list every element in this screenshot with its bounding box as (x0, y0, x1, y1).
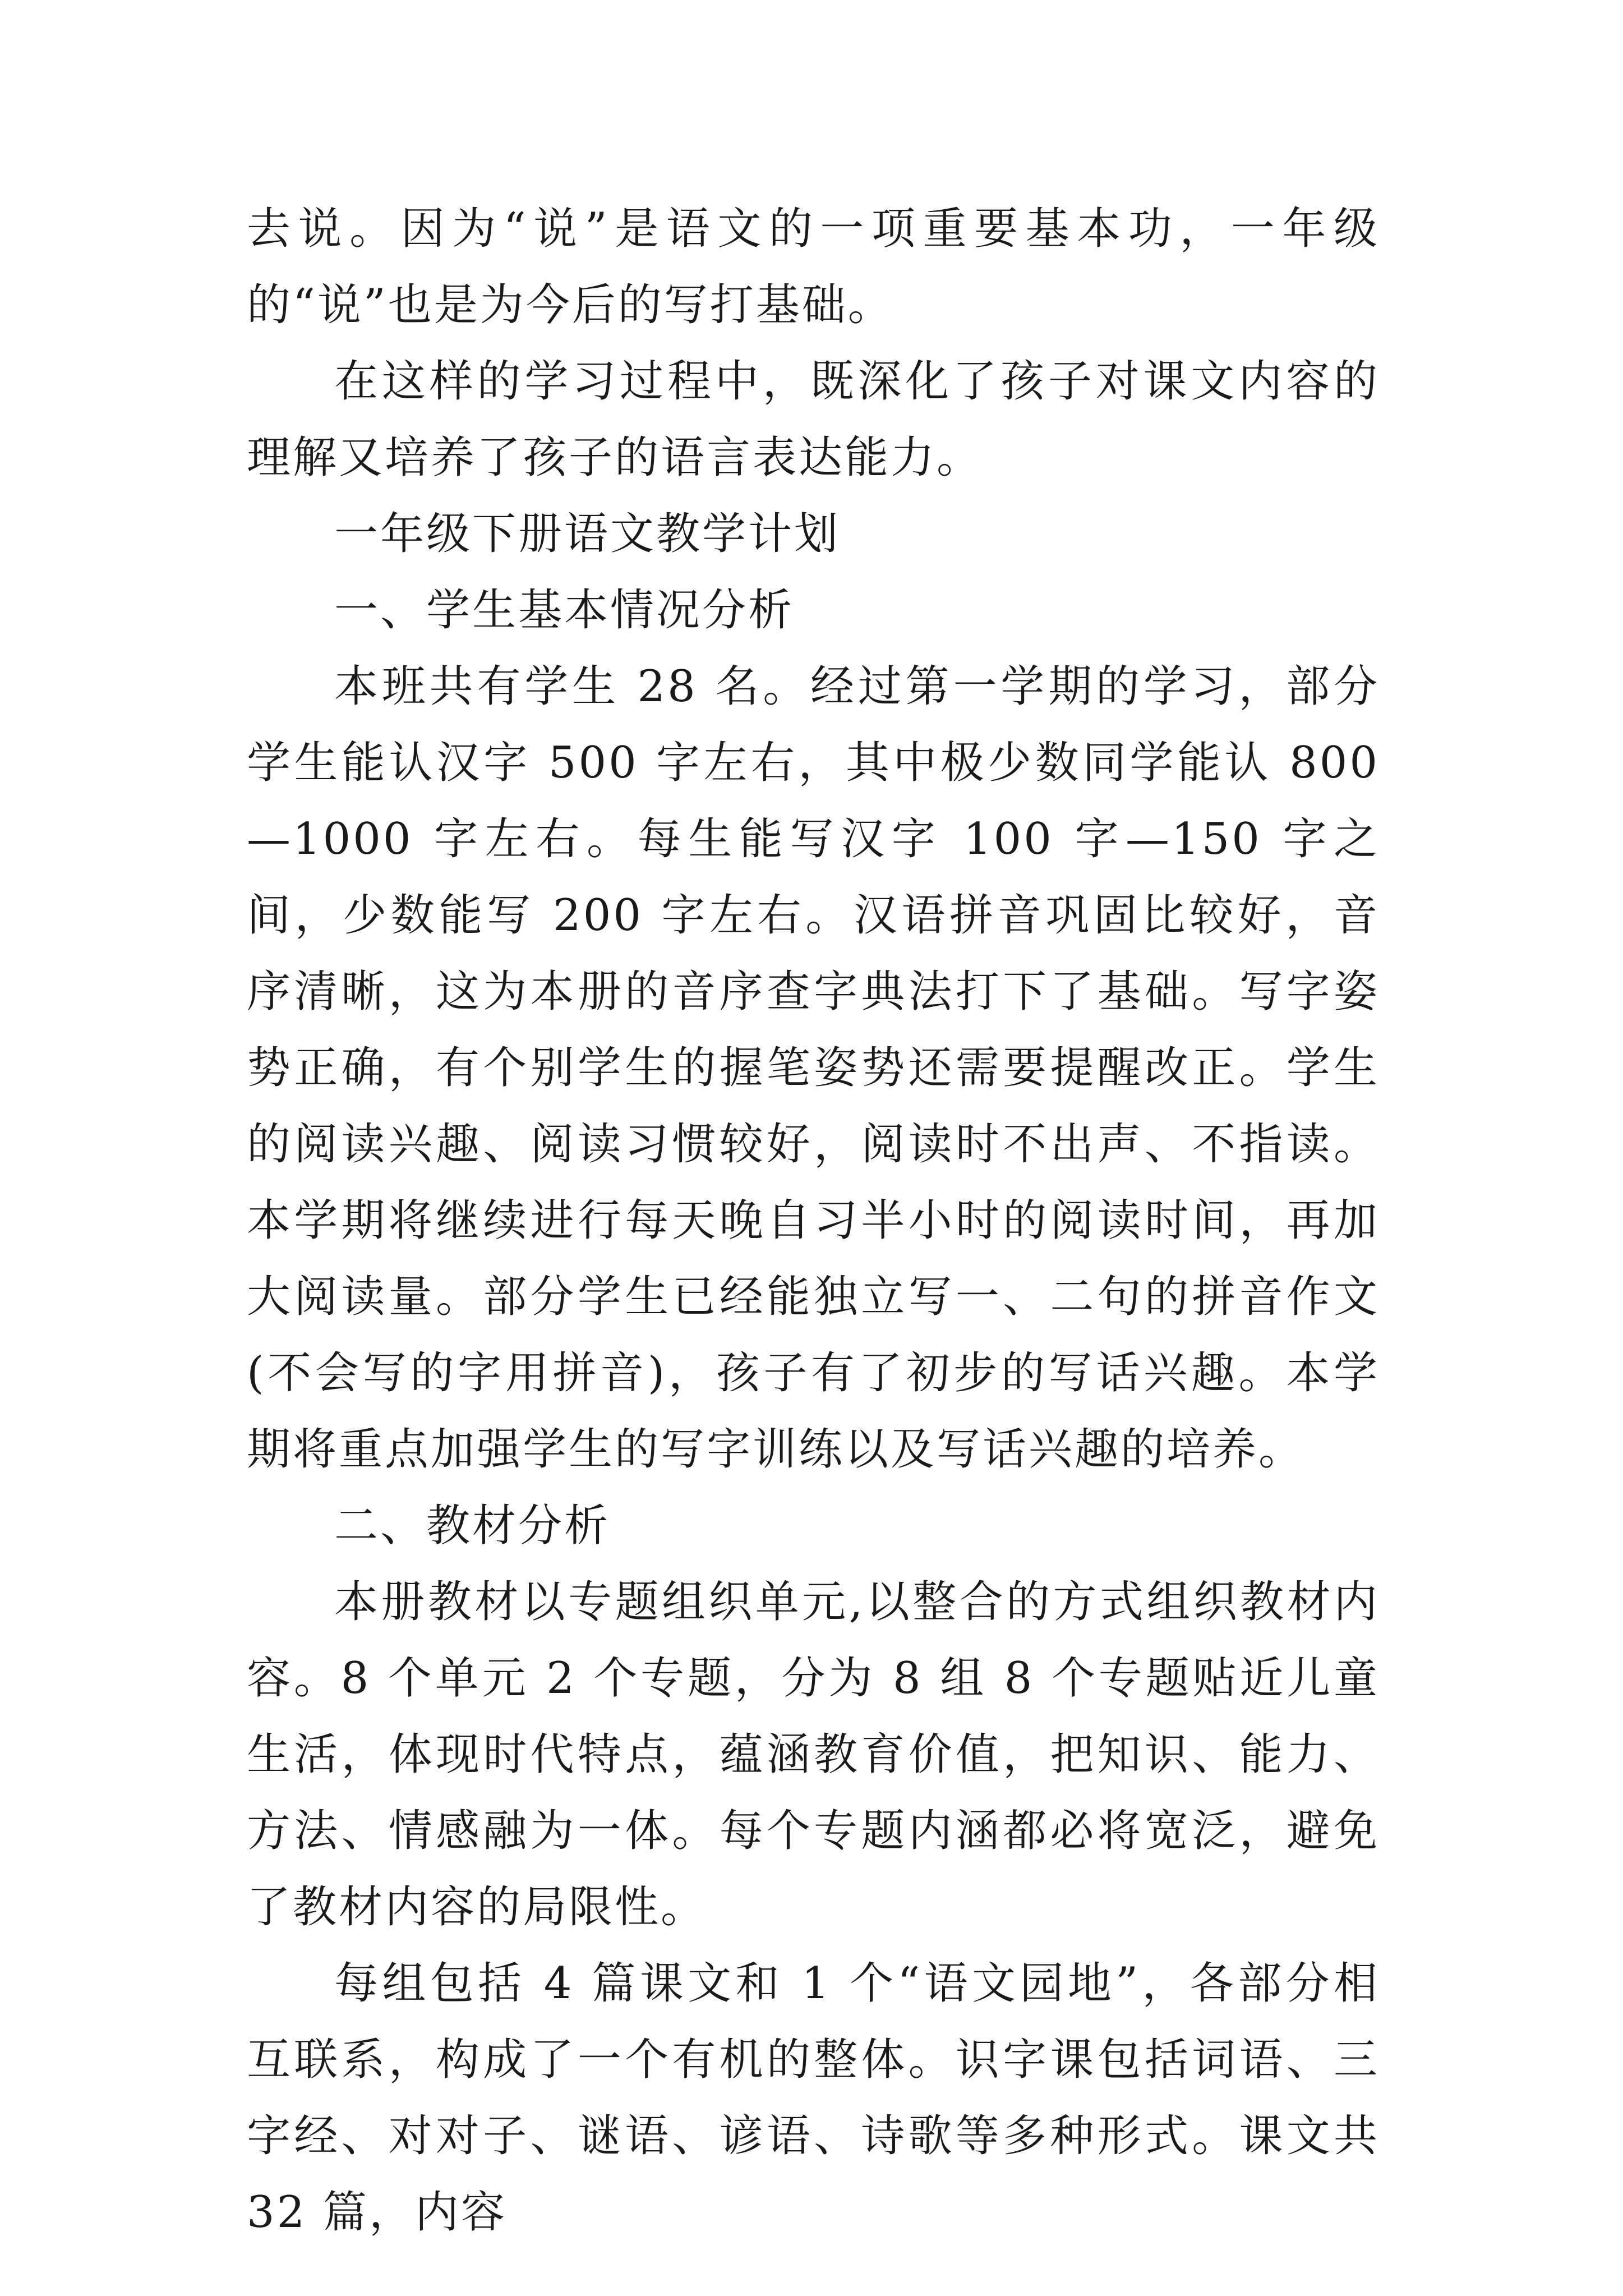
body-text (247, 191, 1380, 2251)
plan-title: 一年级下册语文教学计划 (334, 509, 841, 559)
paragraph-textbook-structure: 本册教材以专题组织单元,以整合的方式组织教材内容。8 个单元 2 个专题，分为 8 组 8 个专题贴近儿童生活，体现时代特点，蕴涵教育价值，把知识、能力、方法、情感融为一体。每个专题内涵都必将宽泛，避免了教材内容的局限性。 (247, 1577, 1380, 1932)
paragraph-student-analysis: 本班共有学生 28 名。经过第一学期的学习，部分学生能认汉字 500 字左右，其中极少数同学能认 800—1000 字左右。每生能写汉字 100 字—150 字之间，少数能写 200 字左右。汉语拼音巩固比较好，音序清晰，这为本册的音序查字典法打下了基础。写字姿势正确，有个别学生的握笔姿势还需要提醒改正。学生的阅读兴趣、阅读习惯较好，阅读时不出声、不指读。本学期将继续进行每天晚自习半小时的阅读时间，再加大阅读量。部分学生已经能独立写一、二句的拼音作文(不会写的字用拼音)，孩子有了初步的写话兴趣。本学期将重点加强学生的写字训练以及写话兴趣的培养。 (247, 661, 1380, 1475)
paragraph-textbook-groups: 每组包括 4 篇课文和 1 个“语文园地”，各部分相互联系，构成了一个有机的整体。识字课包括词语、三字经、对对子、谜语、谚语、诗歌等多种形式。课文共 32 篇，内容 (247, 1958, 1380, 2238)
paragraph-learning-process: 在这样的学习过程中，既深化了孩子对课文内容的理解又培养了孩子的语言表达能力。 (247, 356, 1380, 483)
section-heading-textbook-analysis: 二、教材分析 (334, 1501, 611, 1551)
paragraph-continuation: 去说。因为“说”是语文的一项重要基本功，一年级的“说”也是为今后的写打基础。 (247, 204, 1380, 330)
section-heading-student-analysis: 一、学生基本情况分析 (334, 585, 795, 636)
